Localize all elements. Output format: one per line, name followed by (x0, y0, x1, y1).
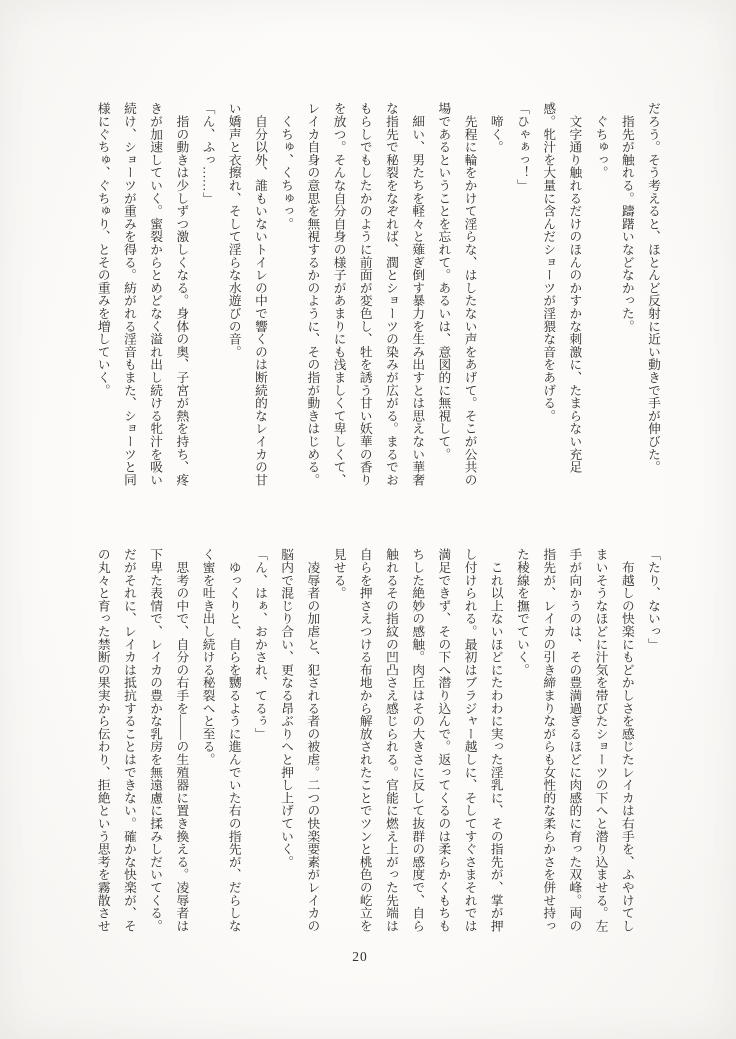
text-line: 「ひゃぁっ！」 (514, 102, 529, 192)
text-line: 様にぐちゅ、ぐちゅり、とその重みを増していく。 (95, 102, 110, 397)
text-line: 思考の中で、自分の右手を――の生殖器に置き換える。凌辱者は (174, 548, 189, 932)
text-line: を放つ。そんな自分自身の様子があまりにも浅ましくて卑しくて、 (331, 102, 346, 486)
text-line: ゆっくりと、自らを嬲るように進んでいた右の指先が、だらしな (226, 548, 241, 932)
text-line: 先程に輪をかけて淫らな、はしたない声をあげて。そこが公共の (462, 102, 477, 486)
text-line: これ以上ないほどにたわわに実った淫乳に、その指先が、掌が押 (488, 548, 503, 932)
text-line: レイカ自身の意思を無視するかのように、その指が動きはじめる。 (305, 102, 320, 486)
text-line: 文字通り触れるだけのほんのかすかな刺激に、たまらない充足 (567, 102, 582, 474)
text-line: し付けられる。最初はブラジャー越しに、そしてすぐさまそれでは (462, 548, 477, 932)
text-block-bottom (90, 548, 666, 938)
text-line: 「ん、はぁ、おかされ、てるぅ」 (252, 548, 267, 740)
text-line: な指先で秘裂をなぞれば、潤とショーツの染みが広がる。まるでお (383, 102, 398, 486)
text-line: くちゅ、くちゅっ。 (279, 102, 294, 230)
text-line: 場であるということを忘れて。あるいは、意図的に無視して。 (436, 102, 451, 461)
text-line: 凌辱者の加虐と、犯される者の被虐。二つの快楽要素がレイカの (305, 548, 320, 932)
text-line: もらしでもしたかのように前面が変色し、牡を誘う甘い妖華の香り (357, 102, 372, 486)
text-line: まいそうなほどに汁気を帯びたショーツの下へと潜り込ませる。左 (593, 548, 608, 932)
text-line: ちした絶妙の感触。肉丘はその大きさに反して抜群の感度で、自ら (410, 548, 425, 932)
text-line: た稜線を撫でていく。 (514, 548, 529, 676)
text-line: きが加速していく。蜜裂からとめどなく溢れ出し続ける牝汁を吸い (148, 102, 163, 486)
text-line: 布越しの快楽にもどかしさを感じたレイカは右手を、ふやけてし (619, 548, 634, 932)
text-block-top (90, 102, 666, 490)
text-line: だろう。そう考えると、ほとんど反射に近い動きで手が伸びた。 (646, 102, 660, 474)
text-line: 満足できず、その下へ潜り込んで。返ってくるのは柔らかくもちも (436, 548, 451, 932)
text-line: 感。牝汁を大量に含んだショーツが淫猥な音をあげる。 (541, 102, 556, 422)
text-line: の丸々と育った禁断の果実から伝わり、拒絶という思考を霧散させ (95, 548, 110, 932)
text-line: 自らを押さえつける布地から解放されたことでツンと桃色の屹立を (357, 548, 372, 932)
text-line: い嬌声と衣擦れ、そして淫らな水遊びの音。 (226, 102, 241, 358)
text-line: 触れるその指紋の凹凸さえ感じられる。官能に燃え上がった先端は (383, 548, 398, 932)
text-line: だがそれに、レイカは抵抗することはできない。確かな快楽が、そ (121, 548, 136, 932)
text-line: 脳内で混じり合い、更なる昂ぶりへと押し上げていく。 (279, 548, 294, 868)
text-line: 指先が触れる。躊躇いなどなかった。 (619, 102, 634, 333)
text-line: 下卑た表情で、レイカの豊かな乳房を無遠慮に揉みしだいてくる。 (148, 548, 163, 932)
text-line: 細い、男たちを軽々と薙ぎ倒す暴力を生み出すとは思えない華奢 (410, 102, 425, 486)
text-line: 「ん、ふっ……」 (200, 102, 215, 205)
text-line: 見せる。 (331, 548, 346, 600)
text-line: 「たり、ないっ」 (646, 548, 660, 651)
page-number: 20 (352, 949, 368, 964)
text-line: 指の動きは少しずつ激しくなる。身体の奥、子宮が熱を持ち、疼 (174, 102, 189, 486)
text-line: 自分以外、誰もいないトイレの中で響くのは断続的なレイカの甘 (252, 102, 267, 486)
text-line: 啼く。 (488, 102, 503, 154)
text-line: 指先が、レイカの引き締まりながらも女性的な柔らかさを併せ持っ (541, 548, 556, 932)
text-line: 続け、ショーツが重みを得る。紡がれる淫音もまた、ショーツと同 (121, 102, 136, 486)
text-line: 手が向かうのは、その豊満過ぎるほどに肉感的に育った双峰。両の (567, 548, 582, 932)
text-line: ぐちゅっ。 (593, 102, 608, 179)
text-line: く蜜を吐き出し続ける秘裂へと至る。 (200, 548, 215, 766)
